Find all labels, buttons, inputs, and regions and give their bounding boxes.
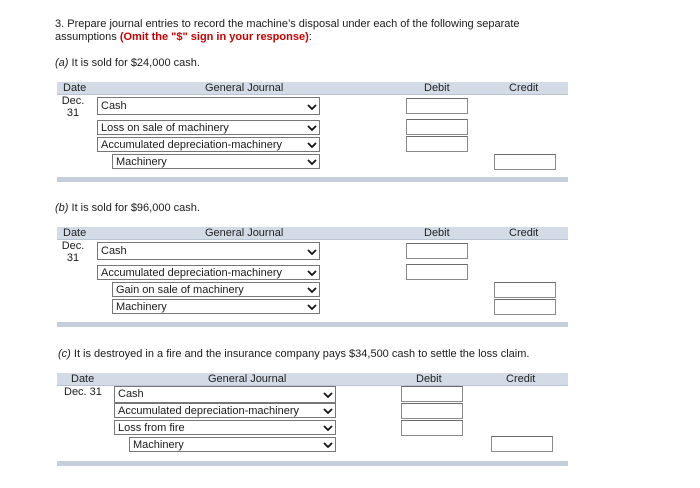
section-divider <box>57 461 568 466</box>
part-a-header <box>57 82 568 95</box>
header-debit: Debit <box>424 82 450 94</box>
credit-input[interactable] <box>494 154 556 170</box>
chevron-down-icon <box>307 157 317 167</box>
account-select[interactable]: Accumulated depreciation-machinery <box>114 403 336 418</box>
question-emphasis: (Omit the "$" sign in your response) <box>119 31 309 43</box>
header-date: Date <box>63 227 87 239</box>
header-debit: Debit <box>424 227 450 239</box>
account-select[interactable]: Gain on sale of machinery <box>112 282 320 297</box>
part-b-label: (b) It is sold for $96,000 cash. <box>55 202 200 214</box>
chevron-down-icon <box>323 406 333 416</box>
account-select[interactable]: Loss on sale of machinery <box>97 120 320 135</box>
question-text: 3. Prepare journal entries to record the machine’s disposal under each of the following separate assumptions (Omit the "$" sign in your response): <box>55 18 520 43</box>
chevron-down-icon <box>307 268 317 278</box>
chevron-down-icon <box>307 123 317 133</box>
chevron-down-icon <box>323 423 333 433</box>
part-b-header <box>57 227 568 240</box>
part-a-label: (a) It is sold for $24,000 cash. <box>55 57 200 69</box>
account-select[interactable]: Accumulated depreciation-machinery <box>97 137 320 152</box>
header-credit: Credit <box>506 373 536 385</box>
header-general-journal: General Journal <box>208 373 287 385</box>
chevron-down-icon <box>323 440 333 450</box>
credit-input[interactable] <box>491 436 553 452</box>
debit-input[interactable] <box>406 136 468 152</box>
chevron-down-icon <box>307 140 317 150</box>
part-c-date: Dec. 31 <box>64 386 102 398</box>
debit-input[interactable] <box>406 264 468 280</box>
account-select[interactable]: Machinery <box>112 299 320 314</box>
part-c-label: (c) It is destroyed in a fire and the insurance company pays $34,500 cash to settle the loss claim. <box>58 348 530 360</box>
account-select[interactable]: Machinery <box>129 437 336 452</box>
chevron-down-icon <box>307 302 317 312</box>
credit-input[interactable] <box>494 282 556 298</box>
header-credit: Credit <box>509 227 539 239</box>
account-select[interactable]: Loss from fire <box>114 420 336 435</box>
account-select[interactable]: Accumulated depreciation-machinery <box>97 265 320 280</box>
chevron-down-icon <box>307 247 317 257</box>
part-a-date: Dec. 31 <box>61 95 85 119</box>
debit-input[interactable] <box>406 119 468 135</box>
part-b-date: Dec. 31 <box>61 240 85 264</box>
header-credit: Credit <box>509 82 539 94</box>
credit-input[interactable] <box>494 299 556 315</box>
chevron-down-icon <box>307 102 317 112</box>
header-general-journal: General Journal <box>205 227 284 239</box>
chevron-down-icon <box>307 285 317 295</box>
account-select[interactable]: Cash <box>114 386 336 403</box>
question-number: 3. <box>55 18 65 30</box>
debit-input[interactable] <box>406 98 468 114</box>
account-select[interactable]: Cash <box>97 97 320 115</box>
part-c-header <box>57 373 568 386</box>
account-select[interactable]: Cash <box>97 242 320 260</box>
header-date: Date <box>71 373 95 385</box>
debit-input[interactable] <box>406 243 468 259</box>
debit-input[interactable] <box>401 386 463 402</box>
header-general-journal: General Journal <box>205 82 284 94</box>
account-select[interactable]: Machinery <box>112 154 320 169</box>
header-debit: Debit <box>416 373 442 385</box>
section-divider <box>57 322 568 327</box>
section-divider <box>57 177 568 182</box>
chevron-down-icon <box>323 390 333 400</box>
debit-input[interactable] <box>401 403 463 419</box>
header-date: Date <box>63 82 87 94</box>
debit-input[interactable] <box>401 420 463 436</box>
